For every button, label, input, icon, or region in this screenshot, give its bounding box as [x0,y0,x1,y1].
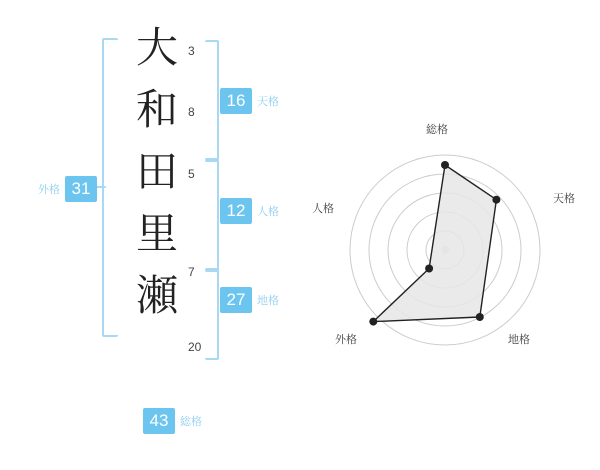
radar-axis-label-chikaku: 地格 [508,334,530,346]
jinkaku-badge [220,198,279,224]
kanji-char-4: 里 [135,212,178,258]
gaikaku-badge [38,176,97,202]
stroke-count-1: 3 [188,44,195,58]
radar-point-gaikaku [369,318,377,326]
tenkaku-bracket [205,40,219,162]
chikaku-label: 地格 [257,295,279,307]
kanji-char-3: 田 [135,150,178,196]
radar-point-tenkaku [492,196,500,204]
radar-axis-label-tenkaku: 天格 [553,193,575,205]
radar-axis-label-soukaku: 総格 [426,124,448,136]
jinkaku-bracket [205,158,219,272]
kanji-char-1: 大 [135,26,178,72]
stroke-count-4: 7 [188,265,195,279]
gaikaku-value: 31 [65,176,97,202]
kanji-column [128,18,186,328]
stroke-count-2: 8 [188,105,195,119]
chikaku-badge [220,287,279,313]
radar-point-soukaku [441,161,449,169]
radar-point-chikaku [476,313,484,321]
radar-axis-label-gaikaku: 外格 [335,334,357,346]
radar-chart-panel [300,0,600,470]
kanji-char-5: 瀬 [135,274,178,320]
radar-point-jinkaku [425,265,433,273]
tenkaku-badge [220,88,279,114]
gaikaku-label: 外格 [38,184,60,196]
chikaku-value: 27 [220,287,252,313]
soukaku-label: 総格 [180,416,202,428]
soukaku-value: 43 [143,408,175,434]
stroke-count-5: 20 [188,340,202,354]
radar-axis-label-jinkaku: 人格 [312,203,334,215]
tenkaku-value: 16 [220,88,252,114]
tenkaku-label: 天格 [257,96,279,108]
jinkaku-value: 12 [220,198,252,224]
stroke-count-3: 5 [188,167,195,181]
kanji-char-2: 和 [135,88,178,134]
chikaku-bracket [205,268,219,360]
soukaku-badge [143,408,202,434]
jinkaku-label: 人格 [257,206,279,218]
